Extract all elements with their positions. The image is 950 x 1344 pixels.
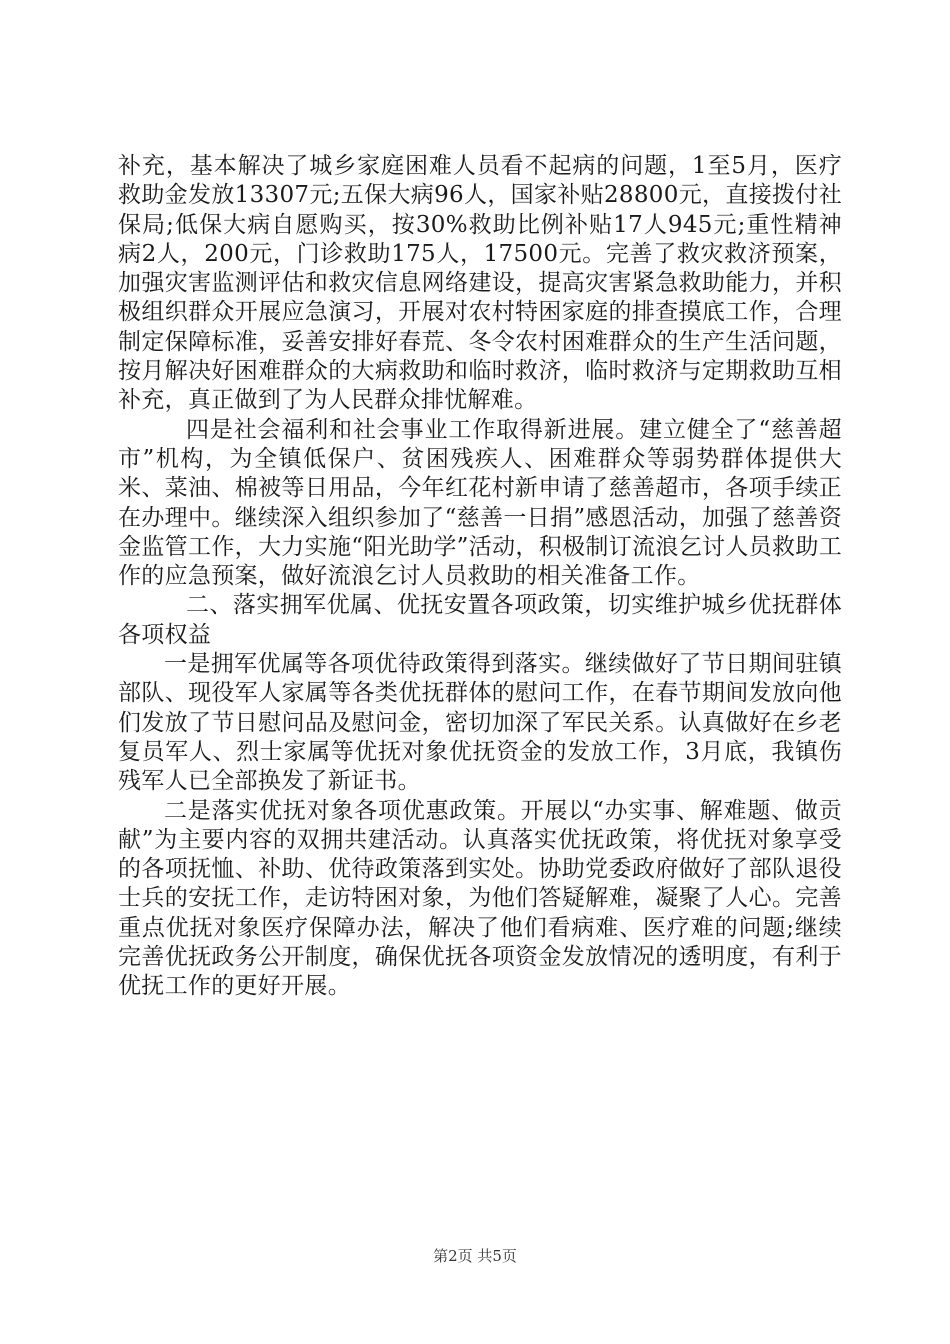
section-heading-military-support: 二、落实拥军优属、优抚安置各项政策，切实维护城乡优抚群体各项权益 bbox=[118, 592, 842, 648]
paragraph-relief-continuation: 补充，基本解决了城乡家庭困难人员看不起病的问题，1至5月，医疗救助金发放13307元;五保大病96人，国家补贴28800元，直接拨付社保局;低保大病自愿购买，按30%救助比例补贴17人945元;重性精神病2人，200元，门诊救助175人，17500元。完善了救灾救济预案，加强灾害监测评估和救灾信息网络建设，提高灾害紧急救助能力，并积极组织群众开展应急演习，开展对农村特困家庭的排查摸底工作，合理制定保障标准，妥善安排好春荒、冬令农村困难群众的生产生活问题，按月解决好困难群众的大病救助和临时救济，临时救济与定期救助互相补充，真正做到了为人民群众排忧解难。 bbox=[118, 153, 842, 414]
document-body bbox=[118, 152, 842, 1002]
page-number-footer: 第2页 共5页 bbox=[433, 1247, 517, 1265]
paragraph-social-welfare: 四是社会福利和社会事业工作取得新进展。建立健全了“慈善超市”机构，为全镇低保户、贫困残疾人、困难群众等弱势群体提供大米、菜油、棉被等日用品，今年红花村新申请了慈善超市，各项手续正在办理中。继续深入组织参加了“慈善一日捐”感恩活动，加强了慈善资金监管工作，大力实施“阳光助学”活动，积极制订流浪乞讨人员救助工作的应急预案，做好流浪乞讨人员救助的相关准备工作。 bbox=[118, 416, 842, 590]
paragraph-preferential-policies: 一是拥军优属等各项优待政策得到落实。继续做好了节日期间驻镇部队、现役军人家属等各类优抚群体的慰问工作，在春节期间发放向他们发放了节日慰问品及慰问金，密切加深了军民关系。认真做好在乡老复员军人、烈士家属等优抚对象优抚资金的发放工作，3月底，我镇伤残军人已全部换发了新证书。 bbox=[118, 651, 842, 795]
paragraph-benefit-policies: 二是落实优抚对象各项优惠政策。开展以“办实事、解难题、做贡献”为主要内容的双拥共建活动。认真落实优抚政策，将优抚对象享受的各项抚恤、补助、优待政策落到实处。协助党委政府做好了部队退役士兵的安抚工作，走访特困对象，为他们答疑解难，凝聚了人心。完善重点优抚对象医疗保障办法，解决了他们看病难、医疗难的问题;继续完善优抚政务公开制度，确保优抚各项资金发放情况的透明度，有利于优抚工作的更好开展。 bbox=[118, 797, 842, 1000]
